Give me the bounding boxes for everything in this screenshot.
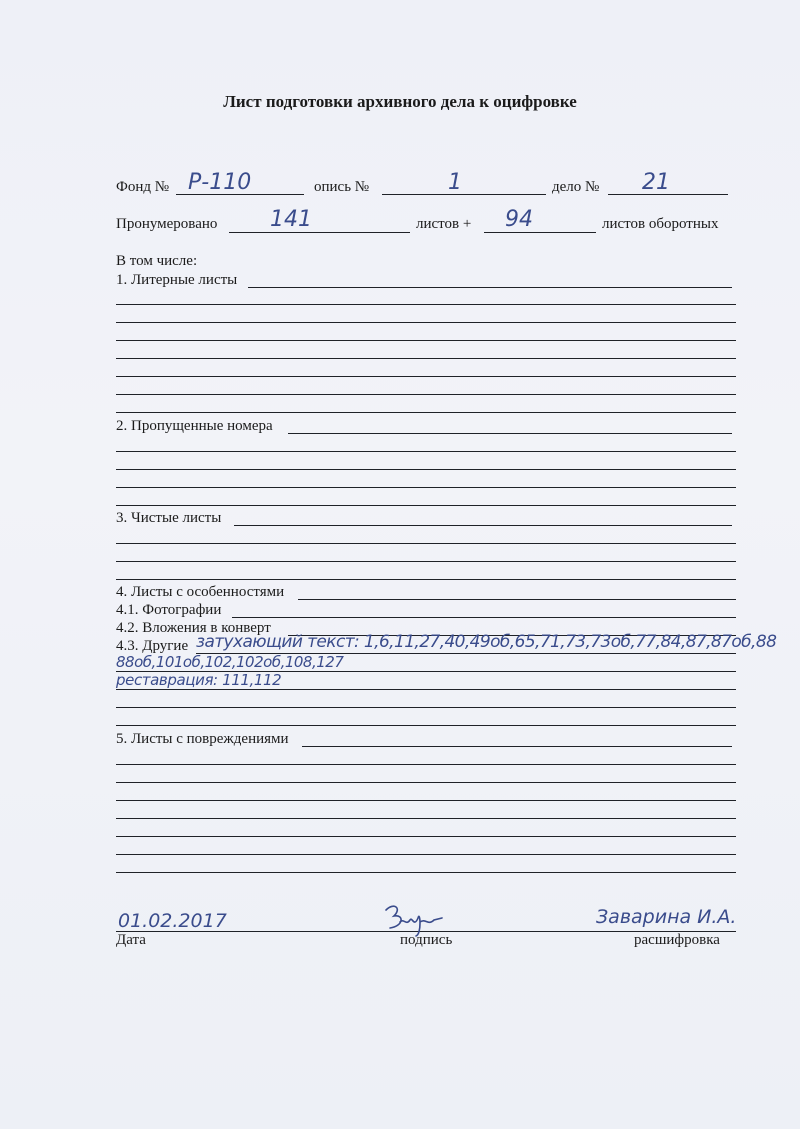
delo-value: 21 — [642, 170, 670, 195]
blank-line — [116, 451, 736, 452]
including-label: В том числе: — [116, 253, 198, 269]
blank-line — [116, 579, 736, 580]
blank-line — [116, 340, 736, 341]
section-features-label: 4. Листы с особенностями — [116, 584, 285, 600]
fond-label: Фонд № — [116, 179, 170, 195]
numbered-value: 141 — [270, 207, 312, 232]
date-label: Дата — [116, 932, 146, 948]
numbered-line — [229, 232, 410, 233]
section-skipped-label: 2. Пропущенные номера — [116, 418, 273, 434]
decode-value: Заварина И.А. — [596, 906, 737, 928]
blank-line — [116, 689, 736, 690]
other-handwritten-line-3: реставрация: 111,112 — [116, 671, 282, 689]
blank-sheets-line — [234, 525, 732, 526]
date-value: 01.02.2017 — [118, 910, 227, 932]
photos-line — [232, 617, 736, 618]
opis-label: опись № — [314, 179, 370, 195]
other-handwritten-line-2: 88об,101об,102,102об,108,127 — [116, 653, 344, 671]
sheets-plus-label: листов + — [416, 216, 472, 232]
decode-label: расшифровка — [634, 932, 720, 948]
features-line — [298, 599, 736, 600]
photos-label: 4.1. Фотографии — [116, 602, 222, 618]
blank-line — [116, 505, 736, 506]
blank-line — [116, 800, 736, 801]
blank-line — [116, 376, 736, 377]
blank-line — [116, 322, 736, 323]
blank-line — [116, 818, 736, 819]
fond-value: Р-110 — [188, 170, 252, 195]
section-blank-label: 3. Чистые листы — [116, 510, 222, 526]
reverse-value: 94 — [505, 207, 533, 232]
opis-value: 1 — [448, 170, 462, 195]
page-title: Лист подготовки архивного дела к оцифровке — [223, 92, 577, 111]
section-damaged-label: 5. Листы с повреждениями — [116, 731, 289, 747]
delo-label: дело № — [552, 179, 600, 195]
blank-line — [116, 561, 736, 562]
blank-line — [116, 358, 736, 359]
section-literal-label: 1. Литерные листы — [116, 272, 238, 288]
blank-line — [116, 487, 736, 488]
blank-line — [116, 725, 736, 726]
literal-line — [248, 287, 732, 288]
other-handwritten-line-1: затухающий текст: 1,6,11,27,40,49об,65,71,73,73об,77,84,87,87об,88 — [196, 632, 777, 652]
skipped-line — [288, 433, 732, 434]
blank-line — [116, 543, 736, 544]
blank-line — [116, 854, 736, 855]
blank-line — [116, 872, 736, 873]
blank-line — [116, 782, 736, 783]
reverse-label: листов оборотных — [602, 216, 719, 232]
opis-line — [382, 194, 546, 195]
reverse-line — [484, 232, 596, 233]
blank-line — [116, 707, 736, 708]
numbered-label: Пронумеровано — [116, 216, 218, 232]
envelope-label: 4.2. Вложения в конверт — [116, 620, 271, 636]
blank-line — [116, 394, 736, 395]
blank-line — [116, 764, 736, 765]
blank-line — [116, 836, 736, 837]
signature-label: подпись — [400, 932, 453, 948]
damaged-line — [302, 746, 732, 747]
blank-line — [116, 412, 736, 413]
blank-line — [116, 469, 736, 470]
other-label: 4.3. Другие — [116, 638, 189, 654]
blank-line — [116, 304, 736, 305]
